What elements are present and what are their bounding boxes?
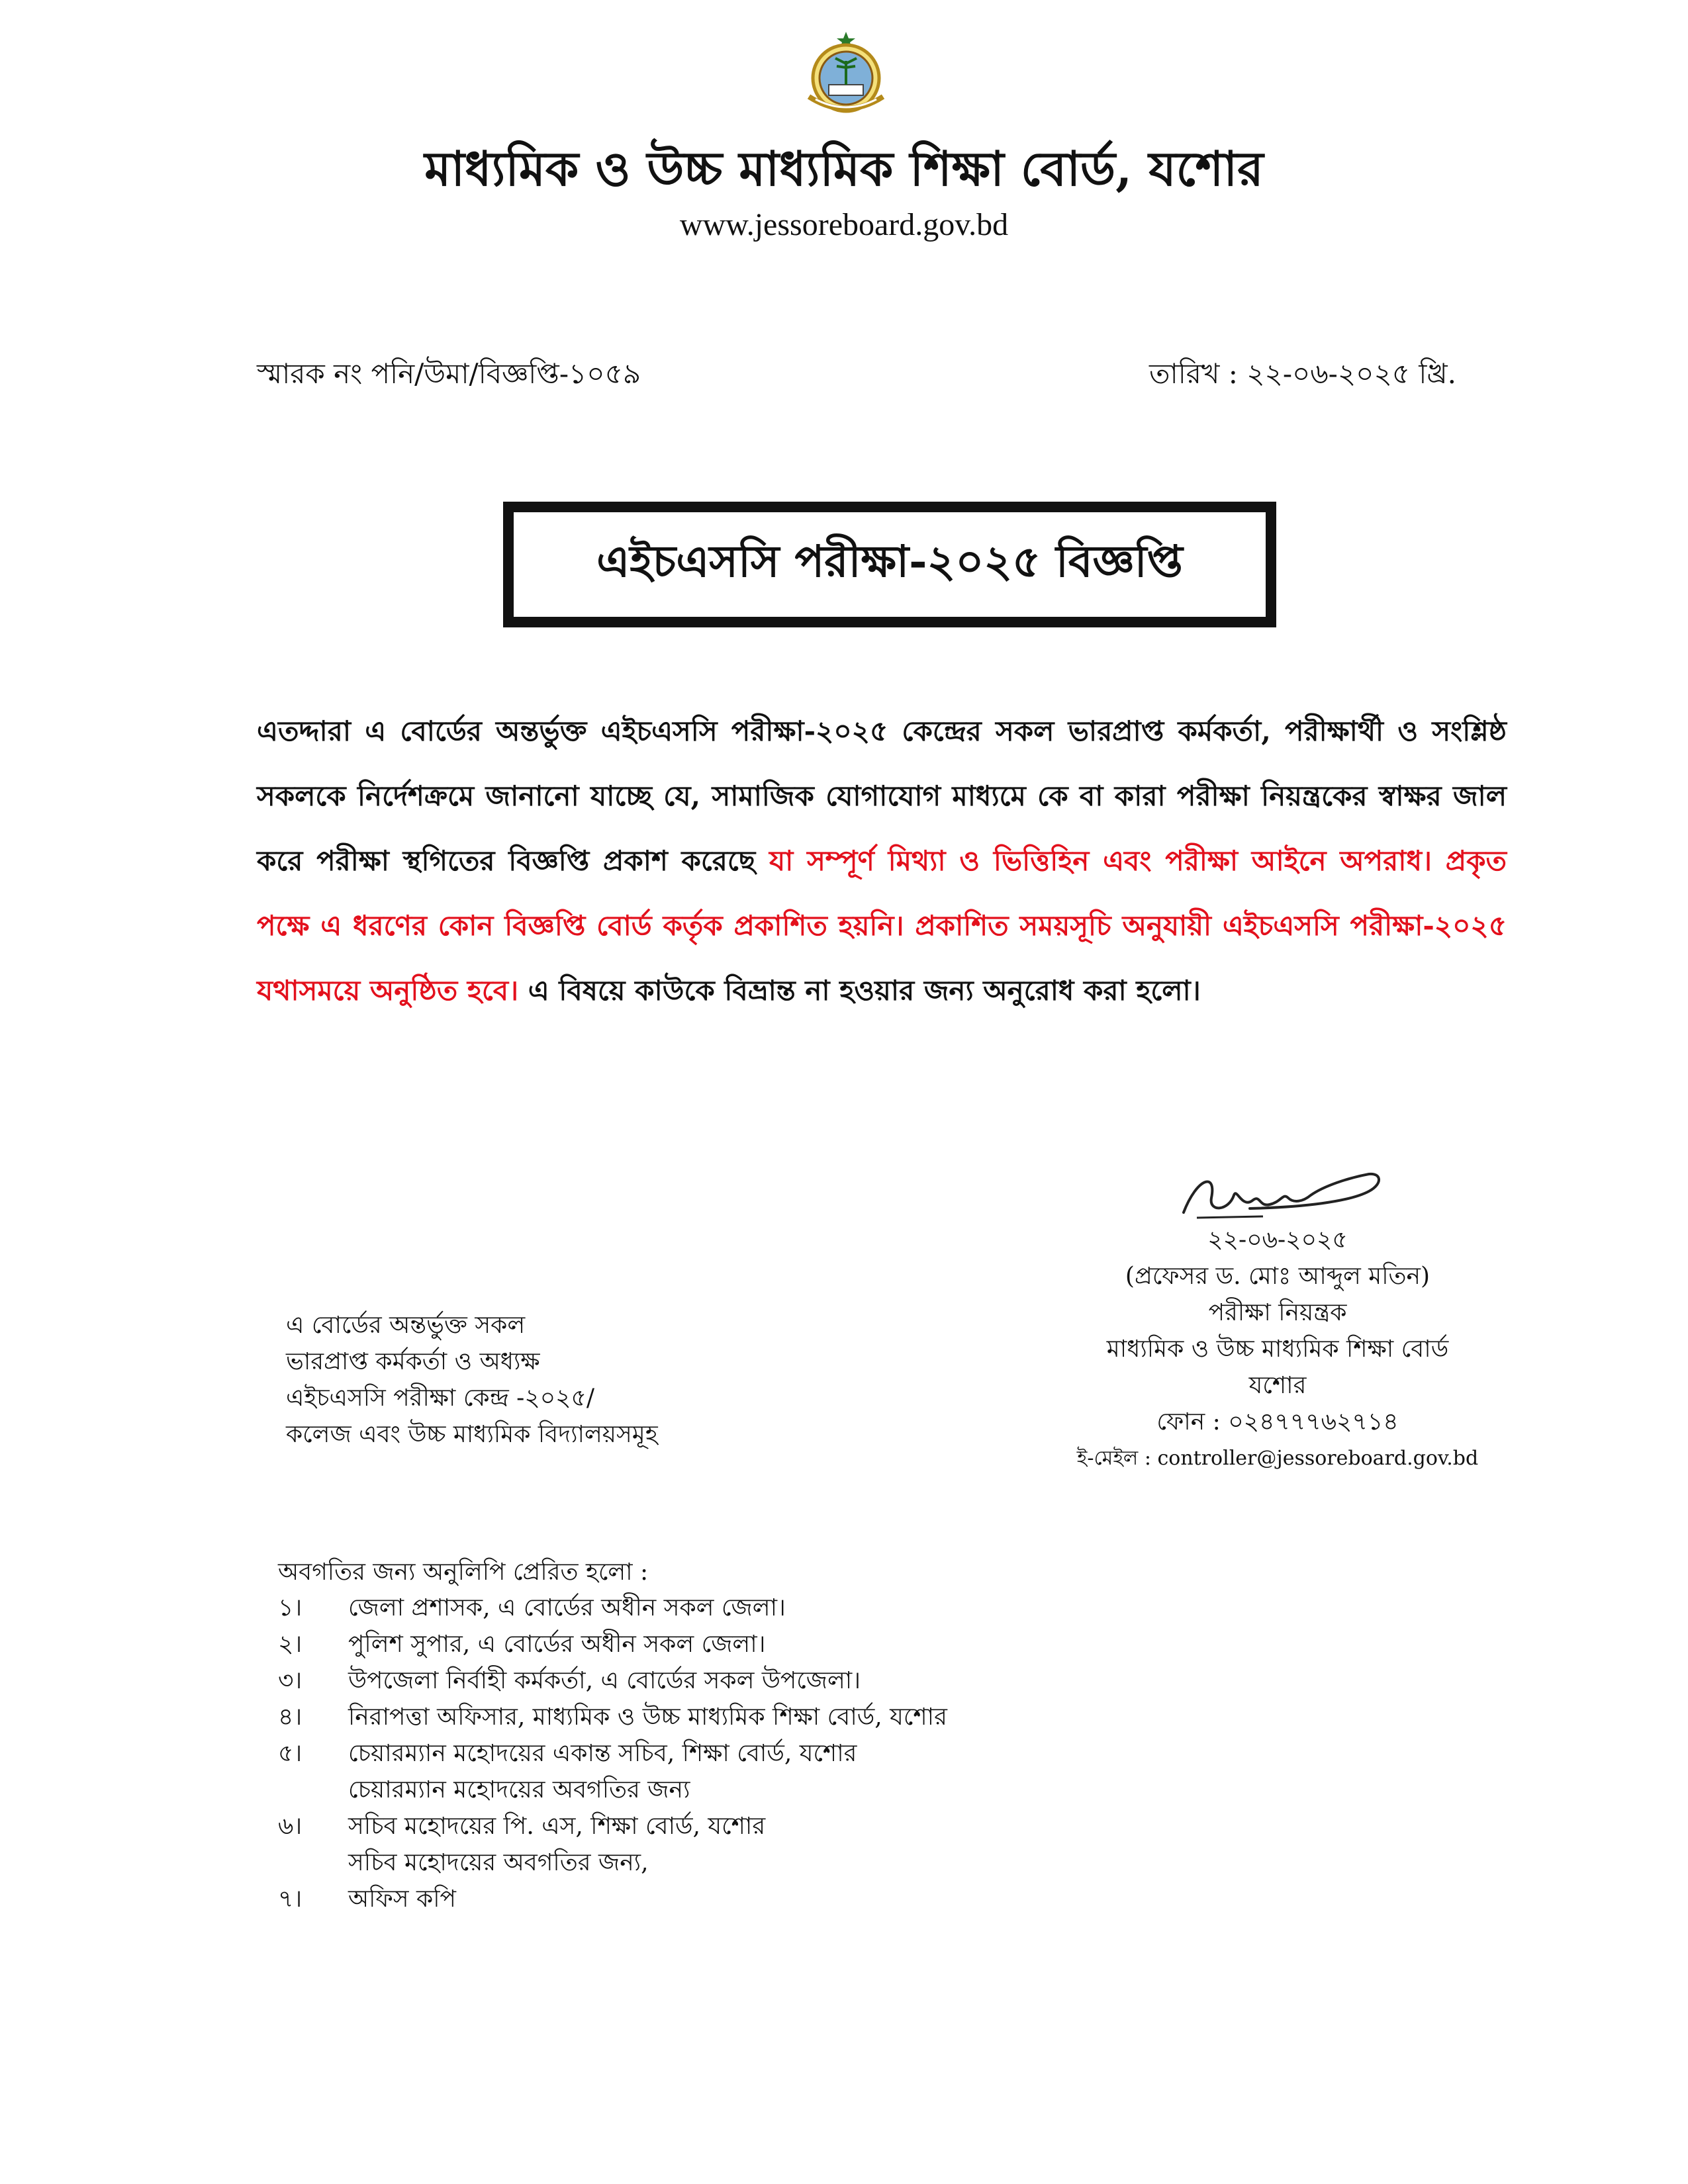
handwritten-signature xyxy=(1170,1152,1389,1224)
cc-item-number: ৪। xyxy=(278,1704,303,1731)
cc-item-number: ১। xyxy=(278,1594,303,1621)
body-text-intro: এতদ্দারা এ বোর্ডের অন্তর্ভুক্ত এইচএসসি পরীক্ষা-২০২৫ কেন্দ্রের সকল ভারপ্রাপ্ত কর্মকর্তা, পরীক্ষার্থী ও সংশ্লিষ্ঠ সকলকে নির্দেশক্রমে জানানো যাচ্ছে যে, সামাজিক যোগাযোগ মাধ্যমে কে বা কারা পরীক্ষা নিয়ন্ত্রকের স্বাক্ষর জাল করে পরীক্ষা স্থগিতের বিজ্ঞপ্তি প্রকাশ করেছে xyxy=(257,715,1507,877)
signatory-designation: পরীক্ষা নিয়ন্ত্রক xyxy=(1208,1299,1347,1326)
signatory-name: (প্রফেসর ড. মোঃ আব্দুল মতিন) xyxy=(1125,1263,1430,1290)
recipient-line: এ বোর্ডের অন্তর্ভুক্ত সকল xyxy=(286,1312,526,1339)
notice-date: তারিখ : ২২-০৬-২০২৫ খ্রি. xyxy=(1149,357,1456,390)
cc-item xyxy=(278,1626,947,1662)
board-name: মাধ্যমিক ও উচ্চ মাধ্যমিক শিক্ষা বোর্ড, যশোর xyxy=(424,140,1264,197)
cc-item-number: ২। xyxy=(278,1631,303,1658)
cc-item xyxy=(278,1590,947,1626)
cc-item-text: জেলা প্রশাসক, এ বোর্ডের অধীন সকল জেলা। xyxy=(348,1594,786,1621)
body-text-closing: এ বিষয়ে কাউকে বিভ্রান্ত না হওয়ার জন্য অনুরোধ করা হলো। xyxy=(518,974,1201,1007)
signatory-phone: ফোন : ০২৪৭৭৭৬২৭১৪ xyxy=(1156,1408,1399,1435)
notice-title-box xyxy=(503,502,1276,627)
memo-number: স্মারক নং পনি/উমা/বিজ্ঞপ্তি-১০৫৯ xyxy=(257,357,641,390)
cc-item xyxy=(278,1808,947,1844)
notice-body xyxy=(257,699,1507,1023)
board-seal-icon xyxy=(789,28,903,120)
signatory-email: ই-মেইল : controller@jessoreboard.gov.bd xyxy=(1076,1447,1479,1470)
cc-heading: অবগতির জন্য অনুলিপি প্রেরিত হলো : xyxy=(278,1559,649,1586)
cc-item-number: ৬। xyxy=(278,1813,303,1840)
recipient-line: ভারপ্রাপ্ত কর্মকর্তা ও অধ্যক্ষ xyxy=(286,1348,540,1375)
cc-item xyxy=(278,1735,947,1772)
recipient-block xyxy=(286,1307,658,1453)
cc-item-number: ৩। xyxy=(278,1667,303,1694)
cc-item-text: নিরাপত্তা অফিসার, মাধ্যমিক ও উচ্চ মাধ্যমিক শিক্ষা বোর্ড, যশোর xyxy=(348,1704,947,1731)
cc-list xyxy=(278,1590,947,1917)
signature-block xyxy=(1033,1222,1523,1477)
cc-item-continuation: চেয়ারম্যান মহোদয়ের অবগতির জন্য xyxy=(348,1776,690,1803)
cc-item xyxy=(278,1881,947,1917)
cc-item xyxy=(278,1699,947,1735)
body-text-highlight: যা সম্পূর্ণ মিথ্যা ও ভিত্তিহিন এবং পরীক্ষা আইনে অপরাধ। প্রকৃত পক্ষে এ ধরণের কোন বিজ্ঞপ্তি বোর্ড কর্তৃক প্রকাশিত হয়নি। প্রকাশিত সময়সূচি অনুযায়ী এইচএসসি পরীক্ষা-২০২৫ যথাসময়ে অনুষ্ঠিত হবে। xyxy=(257,844,1507,1007)
signature-date: ২২-০৬-২০২৫ xyxy=(1207,1226,1348,1253)
cc-item-text: উপজেলা নির্বাহী কর্মকর্তা, এ বোর্ডের সকল উপজেলা। xyxy=(348,1667,861,1694)
cc-item-text: চেয়ারম্যান মহোদয়ের একান্ত সচিব, শিক্ষা বোর্ড, যশোর xyxy=(348,1740,857,1767)
cc-item-number: ৭। xyxy=(278,1886,303,1913)
recipient-line: কলেজ এবং উচ্চ মাধ্যমিক বিদ্যালয়সমূহ xyxy=(286,1421,658,1448)
notice-title: এইচএসসি পরীক্ষা-২০২৫ বিজ্ঞপ্তি xyxy=(596,535,1183,587)
cc-item-number: ৫। xyxy=(278,1740,303,1767)
cc-item-text: অফিস কপি xyxy=(348,1886,456,1913)
signatory-office: মাধ্যমিক ও উচ্চ মাধ্যমিক শিক্ষা বোর্ড xyxy=(1106,1336,1449,1363)
cc-item-text: পুলিশ সুপার, এ বোর্ডের অধীন সকল জেলা। xyxy=(348,1631,766,1658)
cc-item-text: সচিব মহোদয়ের পি. এস, শিক্ষা বোর্ড, যশোর xyxy=(348,1813,766,1840)
board-website: www.jessoreboard.gov.bd xyxy=(679,207,1009,242)
cc-item xyxy=(278,1662,947,1699)
cc-item-continuation: সচিব মহোদয়ের অবগতির জন্য, xyxy=(348,1849,649,1876)
recipient-line: এইচএসসি পরীক্ষা কেন্দ্র -২০২৫/ xyxy=(286,1385,595,1412)
signatory-city: যশোর xyxy=(1248,1372,1307,1399)
